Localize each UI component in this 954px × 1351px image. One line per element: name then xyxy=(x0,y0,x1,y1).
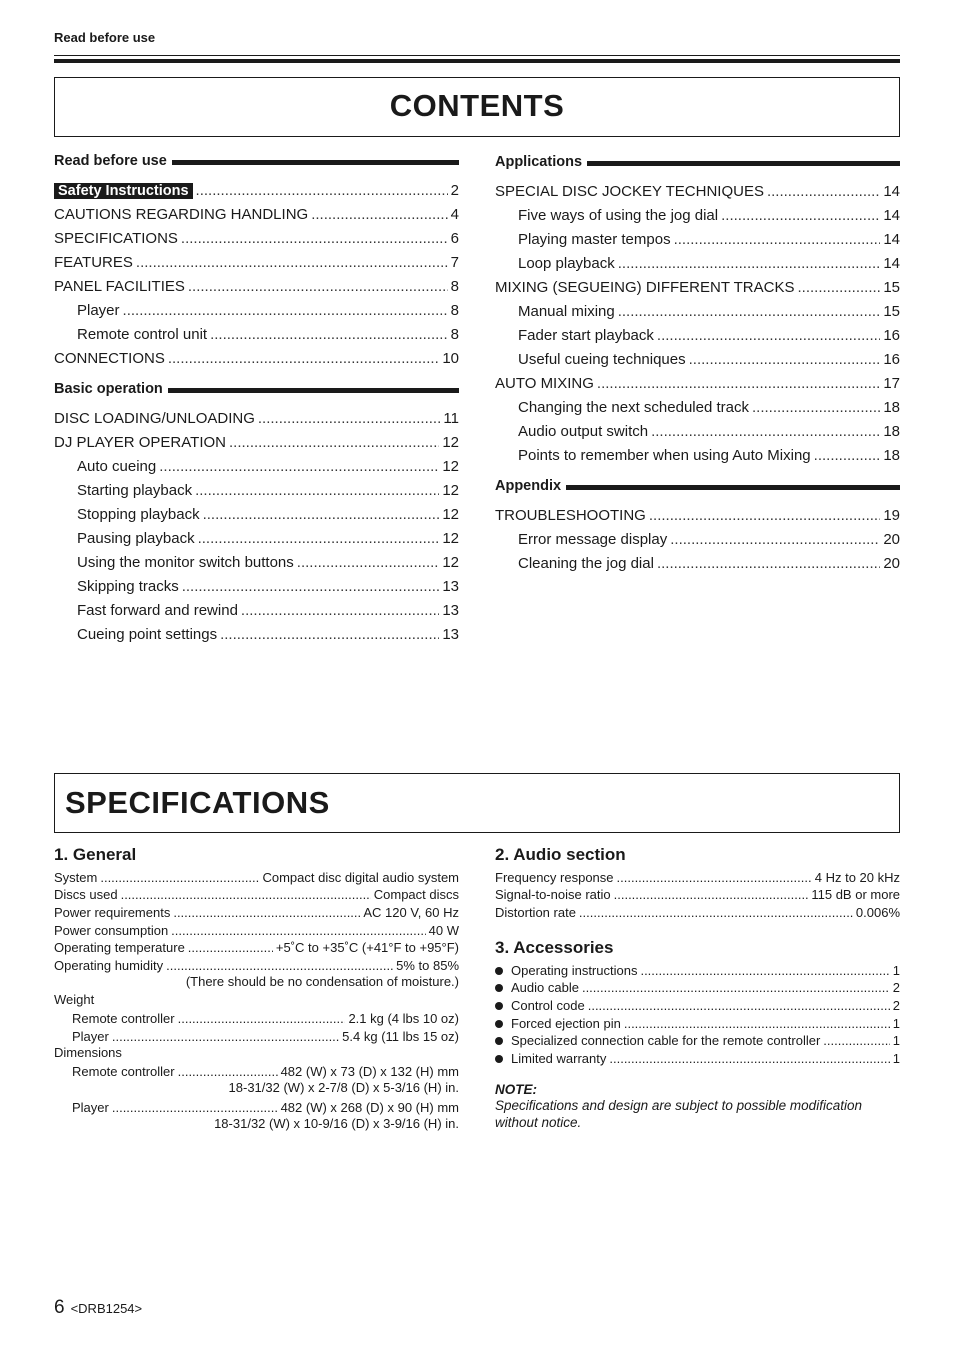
toc-entry-page: 12 xyxy=(442,434,459,451)
toc-entry-page: 8 xyxy=(450,278,459,295)
toc-entry-page: 7 xyxy=(450,254,459,271)
leader-dots xyxy=(674,231,881,248)
leader-dots xyxy=(588,998,890,1013)
toc-entry-page: 13 xyxy=(442,626,459,643)
toc-section-title: Basic operation xyxy=(54,381,163,397)
page-footer xyxy=(54,1297,142,1319)
accessory-qty: 1 xyxy=(892,962,900,978)
toc-entry[interactable] xyxy=(54,451,459,475)
toc-entry-page: 2 xyxy=(450,182,459,199)
leader-dots xyxy=(721,207,880,224)
toc-entry-page: 20 xyxy=(883,555,900,572)
spec-general xyxy=(54,845,459,1132)
accessory-item xyxy=(495,978,900,996)
note-text: Specifications and design are subject to possible modification without notice. xyxy=(495,1098,862,1130)
toc-entry-page: 19 xyxy=(883,507,900,524)
toc-entry-page: 14 xyxy=(883,183,900,200)
leader-dots xyxy=(609,1051,889,1066)
spec-row-power-cons: Power consumption ..... 40 W xyxy=(54,920,459,938)
toc-entry[interactable] xyxy=(54,595,459,619)
section-rule xyxy=(172,160,459,165)
toc-entry-label: Fader start playback xyxy=(518,327,654,344)
toc-entry-page: 12 xyxy=(442,530,459,547)
toc-entry[interactable] xyxy=(54,499,459,523)
toc-entry[interactable] xyxy=(495,176,900,200)
spec-weight-label: Weight xyxy=(54,991,95,1007)
toc-entry-page: 12 xyxy=(442,458,459,475)
spec-row-weight-remote: Remote controller ..... 2.1 kg (4 lbs 10 oz) xyxy=(54,1009,459,1027)
toc-entry-label: PANEL FACILITIES xyxy=(54,278,185,295)
toc-entry-page: 15 xyxy=(883,303,900,320)
leader-dots xyxy=(220,626,439,643)
toc-entry-page: 13 xyxy=(442,578,459,595)
leader-dots xyxy=(182,578,440,595)
spec-row-weight-player: Player ..... 5.4 kg (11 lbs 15 oz) xyxy=(54,1026,459,1044)
toc-entry[interactable] xyxy=(54,175,459,199)
note-block xyxy=(495,1082,900,1131)
spec-row-distortion: Distortion rate ..... 0.006% xyxy=(495,902,900,920)
running-header: Read before use xyxy=(54,30,156,45)
accessory-item xyxy=(495,1031,900,1049)
accessory-item xyxy=(495,1048,900,1066)
leader-dots xyxy=(618,255,881,272)
toc-entry-label: Using the monitor switch buttons xyxy=(77,554,294,571)
toc-entry[interactable] xyxy=(54,223,459,247)
toc-entry-label: AUTO MIXING xyxy=(495,375,594,392)
specifications-title-box xyxy=(54,773,900,833)
toc-entry-page: 8 xyxy=(450,326,459,343)
toc-entry-label: Safety Instructions xyxy=(54,183,193,199)
toc-entry[interactable] xyxy=(495,320,900,344)
accessory-label: Control code xyxy=(511,998,585,1014)
toc-entry-label: SPECIAL DISC JOCKEY TECHNIQUES xyxy=(495,183,764,200)
toc-entry-label: TROUBLESHOOTING xyxy=(495,507,646,524)
toc-entry-page: 6 xyxy=(450,230,459,247)
toc-entry-label: Pausing playback xyxy=(77,530,195,547)
leader-dots xyxy=(136,254,448,271)
accessory-qty: 2 xyxy=(892,998,900,1014)
toc-entry-page: 4 xyxy=(450,206,459,223)
leader-dots xyxy=(168,350,439,367)
leader-dots xyxy=(657,327,880,344)
toc-entry-label: Auto cueing xyxy=(77,458,157,475)
bullet-icon xyxy=(495,1055,503,1063)
note-title: NOTE: xyxy=(495,1082,537,1097)
toc-entry-label: Skipping tracks xyxy=(77,578,179,595)
toc-entry-label: Error message display xyxy=(518,531,668,548)
leader-dots xyxy=(203,506,440,523)
spec-row-op-hum: Operating humidity ..... 5% to 85% xyxy=(54,955,459,973)
toc-entry[interactable] xyxy=(54,475,459,499)
toc-entry-label: Audio output switch xyxy=(518,423,649,440)
toc-entry[interactable] xyxy=(495,416,900,440)
toc-entry-page: 15 xyxy=(883,279,900,296)
accessories-list xyxy=(495,960,900,1066)
toc-entry[interactable] xyxy=(54,427,459,451)
toc-entry-page: 16 xyxy=(883,351,900,368)
spec-general-heading: 1. General xyxy=(54,845,137,864)
bullet-icon xyxy=(495,967,503,975)
leader-dots xyxy=(198,530,440,547)
toc-section-heading xyxy=(54,379,459,399)
toc-entry-label: FEATURES xyxy=(54,254,133,271)
leader-dots xyxy=(597,375,880,392)
toc-entry-label: Player xyxy=(77,302,120,319)
bullet-icon xyxy=(495,1002,503,1010)
leader-dots xyxy=(229,434,439,451)
toc-entry[interactable] xyxy=(495,272,900,296)
leader-dots xyxy=(649,507,880,524)
spec-audio xyxy=(495,845,900,920)
leader-dots xyxy=(618,303,881,320)
spec-row-dim-player: Player ..... 482 (W) x 268 (D) x 90 (H) mm xyxy=(54,1097,459,1115)
toc-entry[interactable] xyxy=(54,547,459,571)
section-rule xyxy=(168,388,459,393)
toc-section-heading xyxy=(495,476,900,496)
leader-dots xyxy=(188,278,448,295)
leader-dots xyxy=(210,326,448,343)
leader-dots xyxy=(814,447,881,464)
toc-entry-label: Changing the next scheduled track xyxy=(518,399,749,416)
toc-entry-label: DISC LOADING/UNLOADING xyxy=(54,410,255,427)
spec-row-freq: Frequency response ..... 4 Hz to 20 kHz xyxy=(495,867,900,885)
toc-entry-label: Manual mixing xyxy=(518,303,615,320)
toc-entry[interactable] xyxy=(495,200,900,224)
leader-dots xyxy=(657,555,880,572)
leader-dots xyxy=(651,423,880,440)
header-rule-thick xyxy=(54,59,900,63)
leader-dots xyxy=(640,963,889,978)
toc-section-title: Read before use xyxy=(54,153,167,169)
toc-entry[interactable] xyxy=(54,199,459,223)
leader-dots xyxy=(311,206,447,223)
accessory-qty: 1 xyxy=(892,1033,900,1049)
bullet-icon xyxy=(495,984,503,992)
toc-right-column xyxy=(495,146,900,572)
accessory-item xyxy=(495,960,900,978)
toc-section-heading xyxy=(54,151,459,171)
toc-entry[interactable] xyxy=(495,368,900,392)
spec-row-op-temp: Operating temperature ..... +5˚C to +35˚C (+41°F to +95°F) xyxy=(54,938,459,956)
leader-dots xyxy=(123,302,448,319)
toc-entry-label: Five ways of using the jog dial xyxy=(518,207,719,224)
toc-entry[interactable] xyxy=(495,248,900,272)
toc-entry-label: MIXING (SEGUEING) DIFFERENT TRACKS xyxy=(495,279,795,296)
toc-left-column xyxy=(54,145,459,643)
toc-entry-label: Useful cueing techniques xyxy=(518,351,686,368)
leader-dots xyxy=(624,1016,890,1031)
toc-entry-page: 20 xyxy=(883,531,900,548)
spec-accessories-heading: 3. Accessories xyxy=(495,938,614,957)
leader-dots xyxy=(670,531,880,548)
leader-dots xyxy=(767,183,880,200)
toc-entry-label: DJ PLAYER OPERATION xyxy=(54,434,226,451)
toc-entry[interactable] xyxy=(495,392,900,416)
page-number: 6 xyxy=(54,1297,65,1318)
header-rule-thin xyxy=(54,55,900,56)
toc-entry-label: SPECIFICATIONS xyxy=(54,230,178,247)
toc-entry[interactable] xyxy=(495,296,900,320)
leader-dots xyxy=(258,410,441,427)
toc-entry[interactable] xyxy=(54,343,459,367)
toc-entry-page: 12 xyxy=(442,482,459,499)
spec-accessories xyxy=(495,938,900,1066)
toc-entry-page: 18 xyxy=(883,447,900,464)
toc-entry[interactable] xyxy=(495,224,900,248)
contents-title: CONTENTS xyxy=(389,88,565,123)
spec-row-discs: Discs used ..... Compact discs xyxy=(54,885,459,903)
spec-dim-player-inches: 18-31/32 (W) x 10-9/16 (D) x 3-9/16 (H) in. xyxy=(214,1115,459,1131)
spec-row-system: System ..... Compact disc digital audio system xyxy=(54,867,459,885)
bullet-icon xyxy=(495,1020,503,1028)
leader-dots xyxy=(297,554,440,571)
toc-entry-page: 11 xyxy=(443,410,459,427)
toc-entry-label: Cleaning the jog dial xyxy=(518,555,654,572)
leader-dots xyxy=(181,230,448,247)
accessory-item xyxy=(495,995,900,1013)
toc-entry-label: Starting playback xyxy=(77,482,193,499)
toc-entry[interactable] xyxy=(495,524,900,548)
toc-entry-page: 8 xyxy=(450,302,459,319)
spec-dimensions-label: Dimensions xyxy=(54,1044,122,1060)
accessory-item xyxy=(495,1013,900,1031)
spec-audio-heading: 2. Audio section xyxy=(495,845,626,864)
toc-entry[interactable] xyxy=(54,295,459,319)
toc-entry-label: Points to remember when using Auto Mixing xyxy=(518,447,811,464)
toc-entry-label: Fast forward and rewind xyxy=(77,602,238,619)
toc-entry-label: CAUTIONS REGARDING HANDLING xyxy=(54,206,309,223)
bullet-icon xyxy=(495,1037,503,1045)
accessory-qty: 1 xyxy=(892,1051,900,1067)
leader-dots xyxy=(797,279,880,296)
toc-entry-page: 10 xyxy=(442,350,459,367)
accessory-label: Specialized connection cable for the remote controller xyxy=(511,1033,821,1049)
leader-dots xyxy=(195,482,439,499)
toc-section-title: Appendix xyxy=(495,478,562,494)
toc-entry-page: 14 xyxy=(883,231,900,248)
leader-dots xyxy=(689,351,881,368)
toc-entry[interactable] xyxy=(54,619,459,643)
toc-entry[interactable] xyxy=(495,440,900,464)
toc-entry[interactable] xyxy=(495,344,900,368)
leader-dots xyxy=(241,602,439,619)
toc-entry-page: 13 xyxy=(442,602,459,619)
toc-entry-page: 17 xyxy=(883,375,900,392)
toc-section-title: Applications xyxy=(495,154,583,170)
toc-section-heading xyxy=(495,152,900,172)
accessory-label: Limited warranty xyxy=(511,1051,607,1067)
toc-entry[interactable] xyxy=(495,548,900,572)
leader-dots xyxy=(752,399,880,416)
specifications-title: SPECIFICATIONS xyxy=(65,785,330,820)
toc-entry-page: 14 xyxy=(883,207,900,224)
toc-entry-page: 14 xyxy=(883,255,900,272)
toc-entry[interactable] xyxy=(495,500,900,524)
accessory-label: Operating instructions xyxy=(511,962,638,978)
spec-dim-remote-inches: 18-31/32 (W) x 2-7/8 (D) x 5-3/16 (H) in. xyxy=(228,1080,459,1096)
toc-entry[interactable] xyxy=(54,523,459,547)
leader-dots xyxy=(582,980,890,995)
toc-entry-page: 18 xyxy=(883,399,900,416)
toc-entry-label: Stopping playback xyxy=(77,506,200,523)
accessory-qty: 2 xyxy=(892,980,900,996)
toc-entry-label: CONNECTIONS xyxy=(54,350,165,367)
toc-entry[interactable] xyxy=(54,403,459,427)
spec-row-dim-remote: Remote controller ..... 482 (W) x 73 (D) x 132 (H) mm xyxy=(54,1062,459,1080)
contents-title-box xyxy=(54,77,900,137)
toc-entry[interactable] xyxy=(54,271,459,295)
leader-dots xyxy=(196,182,448,199)
toc-entry-page: 12 xyxy=(442,554,459,571)
spec-row-snr: Signal-to-noise ratio ..... 115 dB or more xyxy=(495,885,900,903)
leader-dots xyxy=(159,458,439,475)
section-rule xyxy=(587,161,900,166)
toc-entry-label: Playing master tempos xyxy=(518,231,671,248)
toc-entry[interactable] xyxy=(54,247,459,271)
toc-entry-page: 16 xyxy=(883,327,900,344)
toc-entry-label: Remote control unit xyxy=(77,326,208,343)
spec-hum-note: (There should be no condensation of moisture.) xyxy=(185,974,459,990)
toc-entry-page: 12 xyxy=(442,506,459,523)
document-code: <DRB1254> xyxy=(70,1301,143,1316)
toc-entry[interactable] xyxy=(54,319,459,343)
accessory-qty: 1 xyxy=(892,1015,900,1031)
leader-dots xyxy=(823,1033,889,1048)
toc-entry-label: Loop playback xyxy=(518,255,615,272)
accessory-label: Audio cable xyxy=(511,980,579,996)
section-rule xyxy=(566,485,900,490)
toc-entry-page: 18 xyxy=(883,423,900,440)
spec-row-power-req: Power requirements ..... AC 120 V, 60 Hz xyxy=(54,902,459,920)
toc-entry-label: Cueing point settings xyxy=(77,626,218,643)
accessory-label: Forced ejection pin xyxy=(511,1015,621,1031)
toc-entry[interactable] xyxy=(54,571,459,595)
